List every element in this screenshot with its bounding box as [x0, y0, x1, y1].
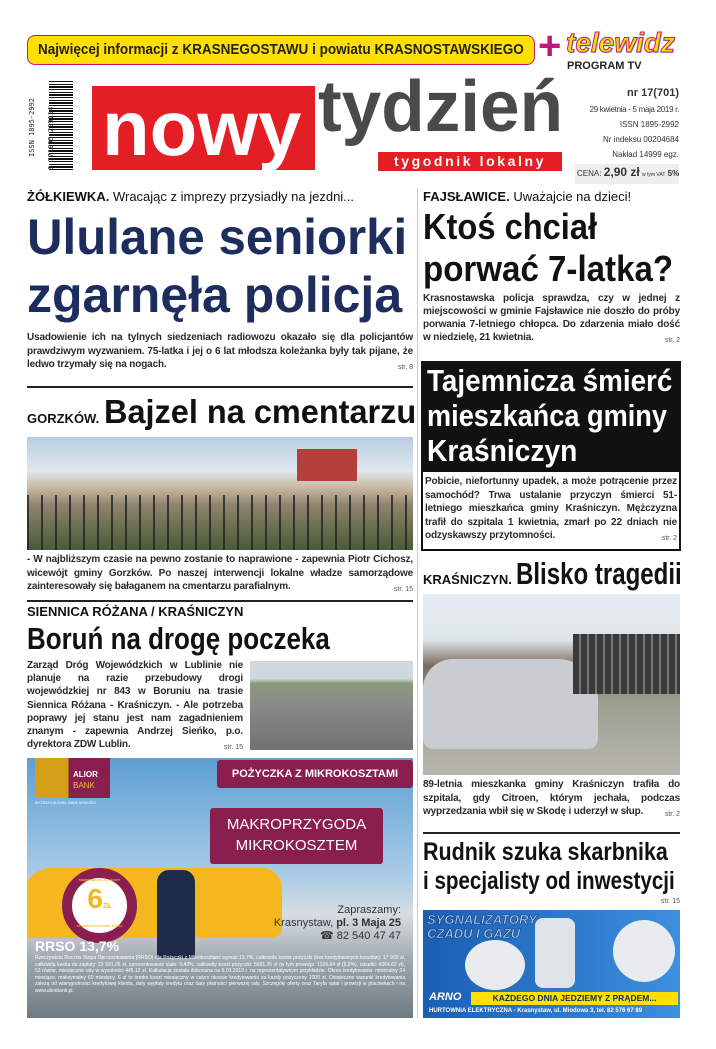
arno-title: SYGNALIZATORY CZADU I GAZU: [427, 912, 537, 941]
arno-logo: ARNO: [429, 991, 462, 1003]
article-kicker: ŻÓŁKIEWKA. Wracając z imprezy przysiadły na jezdni...: [27, 189, 355, 204]
arno-footer: HURTOWNIA ELEKTRYCZNA - Krasnystaw, ul. Miodowa 3, tel. 82 576 67 89: [429, 1008, 643, 1014]
banner-line: [38, 41, 524, 58]
page-ref: str. 8: [397, 364, 413, 371]
photo-caption: - W najbliższym czasie na pewno zostanie to naprawione - zapewnia Piotr Cichosz, wicewójt gminy Gorzków. Po naszej interwencji lokalne władze samorządowe zainteresowały się bałaganem na cmentarzu parafialnym. str. 15: [27, 554, 413, 593]
banner-text: Najwięcej informacji z: [38, 41, 183, 58]
article-lede: Usadowienie ich na tylnych siedzeniach radiowozu okazało się dla policjantów prawdziwym wyzwaniem. 75-latka i jej o 6 lat młodsza koleżanka były tak pijane, że ledwo trzymały się na nogach. str. 8: [27, 331, 413, 375]
issue-circulation: Nakład 14999 egz.: [612, 150, 679, 159]
ad-headline: MAKROPRZYGODA MIKROKOSZTEM: [210, 808, 383, 864]
article-headline[interactable]: Rudnik szuka skarbnika i specjalisty od inwestycji: [423, 838, 675, 895]
banner-county: KRASNOSTAWSKIEGO: [374, 41, 524, 58]
barcode-issn: ISSN 1895-2992: [28, 97, 36, 157]
arno-ad[interactable]: [423, 910, 680, 1018]
article-headline[interactable]: GORZKÓW. Bajzel na cmentarzu: [27, 393, 416, 430]
man: [157, 870, 195, 958]
article-lede: Krasnostawska policja sprawdza, czy w jednej z miejscowości w gminie Fajsławice nie doszło do próby porwania 7-letniego chłopca. Do zdarzenia miało dość w niedzielę, 21 kwietnia. str. 2: [423, 293, 680, 344]
supplement-subtitle: PROGRAM TV: [567, 60, 642, 72]
issue-number: nr 17(701): [627, 87, 679, 99]
article-headline[interactable]: Boruń na drogę poczeka: [27, 621, 330, 656]
article-headline[interactable]: Ktoś chciał porwać 7-latka?: [423, 206, 674, 289]
article-kicker: SIENNICA RÓŻANA / KRAŚNICZYN: [27, 604, 244, 619]
rrso: RRSO 13,7%: [35, 938, 120, 954]
photo-caption: 89-letnia mieszkanka gminy Kraśniczyn trafiła do szpitala, gdy Citroen, którym jechała, podczas wyprzedzania wbił się w Skodę i uderzył w słup. str. 2: [423, 779, 680, 818]
issue-index: Nr indeksu 00204684: [602, 135, 679, 144]
divider: [27, 600, 413, 602]
ad-tag: POŻYCZKA Z MIKROKOSZTAMI: [217, 760, 413, 788]
banner-text: i powiatu: [308, 41, 375, 58]
issue-info: [575, 84, 679, 184]
supplement-logo: telewidz: [566, 27, 675, 58]
cemetery-photo: [27, 437, 413, 550]
arno-slogan: KAŻDEGO DNIA JEDZIEMY Z PRĄDEM...: [471, 992, 678, 1005]
masthead-word-nowy: nowy: [102, 86, 302, 170]
fineprint: Rzeczywista Roczna Stopa Oprocentowania (RRSO) dla Pożyczki z Mikrokosztami wynosi 13,7%, całkowita kwota pożyczki (bez kredytowanych kosztów): 17 900 zł, całkowita kwota do zapłaty: 23 591,26 zł, oprocentowanie stałe: 9,43%, całkowity koszt pożyczki: 5691,26 zł (w tym prowizja: 1326,64 zł (6,9%), odsetki: 4364,62 zł), 53 równe, miesięczne raty w wysokości 445,12 zł. Kalkulacja została dokonana na 6.03.2019 r. na reprezentatywnym przykładzie. Okres kredytowania: minimalny 24 miesiące, maksymalny 60 miesięcy. 6 zł to średni koszt miesięczny w całym okresie kredytowania za każdy pożyczony 1000 zł. Ostateczne warunki kredytowania zależą od wiarygodności kredytowej klienta, daty wypłaty kredytu oraz daty płatności pierwszej raty. Szczegóły oferty oraz Taryfa opłat i prowizji w placówkach i na www.aliorbank.pl.: [35, 955, 405, 994]
detector-2: [535, 918, 575, 988]
alior-slogan: WYŻSZA KULTURA. BANK NOWOŚCI.: [35, 801, 97, 805]
article-kicker: FAJSŁAWICE. Uważajcie na dzieci!: [423, 189, 632, 204]
issue-dates: 29 kwietnia - 5 maja 2019 r.: [589, 105, 679, 114]
divider: [423, 832, 680, 834]
masthead-word-tydzien: tydzień: [318, 67, 564, 147]
supplement-plus: +: [538, 24, 562, 68]
barcode-number: 9 771895 299114: [47, 106, 55, 170]
cost-badge: ŚREDNI MIESIĘCZNY KOSZT 6ZŁ ZA KAŻDY POŻYCZONY TYSIĄC: [62, 868, 137, 943]
alior-logo: ALIOR BANK: [35, 758, 110, 798]
divider: [27, 386, 413, 388]
column-divider: [417, 188, 418, 1018]
detector-1: [465, 940, 525, 990]
barcode: [27, 80, 75, 172]
road-photo: [250, 661, 413, 750]
page-ref: str. 15: [660, 898, 680, 905]
banner-town: KRASNEGOSTAWU: [182, 41, 309, 58]
article-headline[interactable]: Tajemnicza śmierć mieszkańca gminy Kraśniczyn: [421, 361, 681, 472]
issue-price: CENA: 2,90 zł w tym VAT 5%: [575, 164, 679, 184]
crash-photo: [423, 594, 680, 775]
top-banner: [27, 35, 535, 65]
article-lede: Pobicie, niefortunny upadek, a może potrącenie przez samochód? Trwa ustalanie przyczyn śmierci 51-letniego mieszkańca gminy Kraśniczyn. Mężczyzna trafił do szpitala 1 kwietnia, zmarł po 22 dniach nie odzyskawszy przytomności. str. 2: [425, 476, 677, 542]
detector-3: [613, 920, 675, 982]
masthead-tagline: tygodnik lokalny: [378, 152, 562, 171]
article-lede: Zarząd Dróg Wojewódzkich w Lublinie nie planuje na razie przebudowy drogi wojewódzkiej nr 843 w Boruniu na trasie Siennica Różana - Kraśniczyn. - Ale potrzeba poprawy jej stanu jest nam zagadnieniem znanym - zapewnia Andrzej Sieńko, p.o. dyrektora ZDW Lublin. str. 15: [27, 660, 243, 752]
article-headline[interactable]: KRAŚNICZYN. Blisko tragedii: [423, 556, 682, 591]
ad-address: Zapraszamy: Krasnystaw, pl. 3 Maja 25 ☎ 82 540 47 47: [273, 904, 401, 942]
masthead-red-box: [92, 86, 315, 170]
article-headline[interactable]: Ululane seniorki zgarnęła policja: [27, 209, 408, 323]
alior-bank-ad[interactable]: [27, 758, 413, 1018]
issue-issn: ISSN 1895-2992: [619, 120, 679, 129]
